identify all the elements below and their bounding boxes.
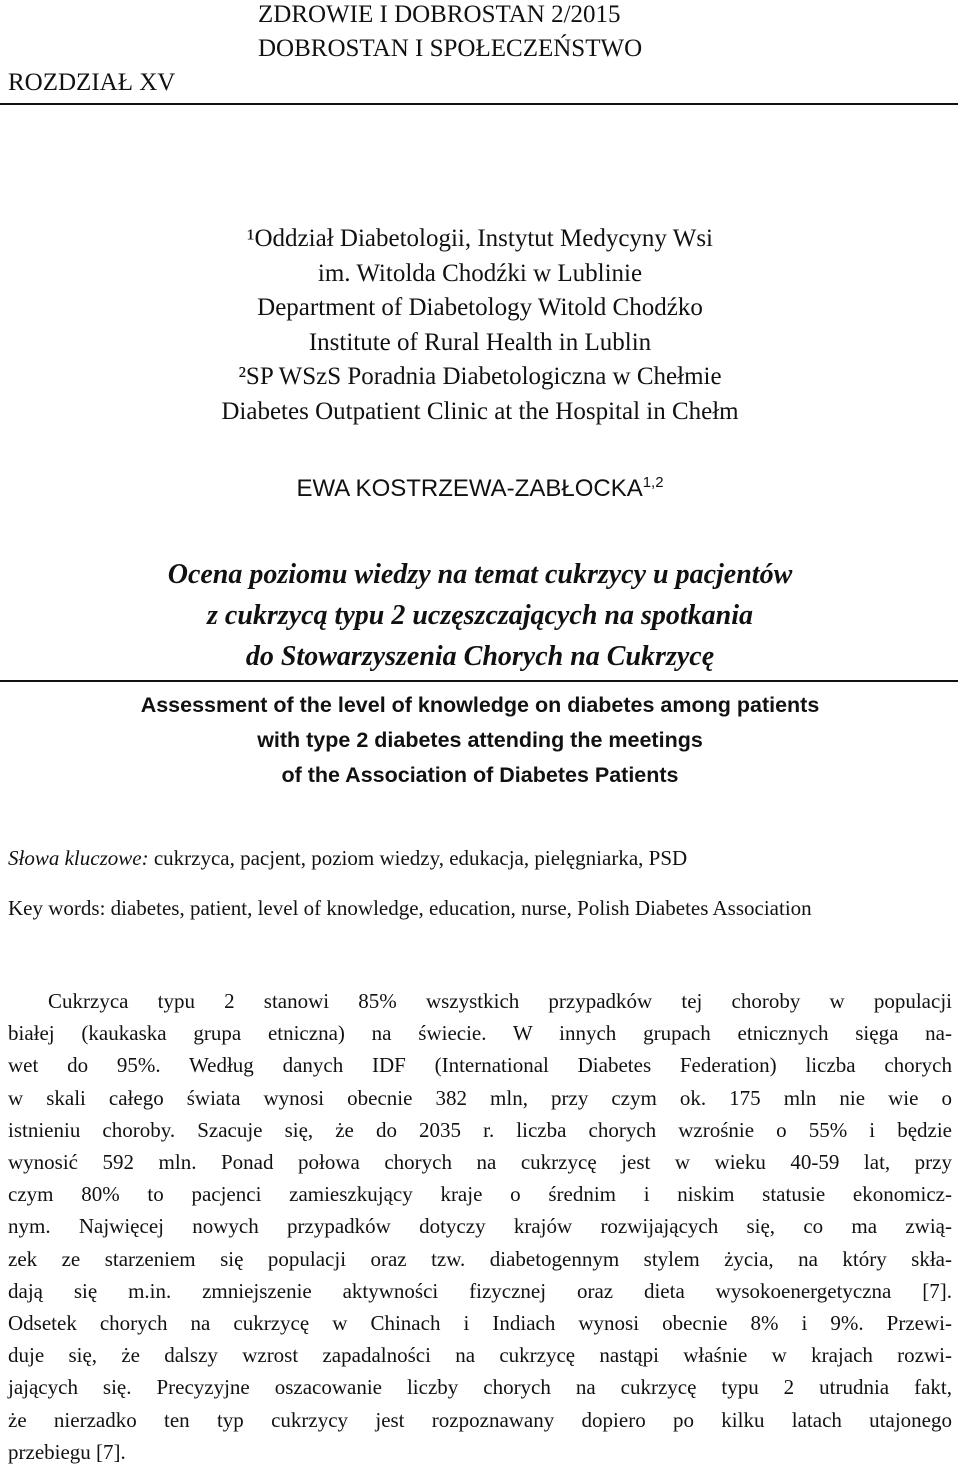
body-line: czym 80% to pacjenci zamieszkujący kraje o średnim i niskim statusie ekonomicz- (8, 1182, 952, 1207)
journal-title: ZDROWIE I DOBROSTAN 2/2015 (258, 1, 621, 28)
chapter-label: ROZDZIAŁ XV (8, 69, 176, 96)
author-name (0, 468, 960, 504)
title-pl-line: z cukrzycą typu 2 uczęszczających na spotkania (207, 600, 753, 631)
journal-subtitle: DOBROSTAN I SPOŁECZEŃSTWO (258, 35, 643, 62)
body-line: wynosić 592 mln. Ponad połowa chorych na cukrzycę jest w wieku 40-59 lat, przy (8, 1150, 952, 1175)
body-line: Cukrzyca typu 2 stanowi 85% wszystkich przypadków tej choroby w populacji (48, 989, 952, 1013)
article-title-english (0, 688, 960, 793)
body-line: białej (kaukaska grupa etniczna) na świecie. W innych grupach etnicznych sięga na- (8, 1021, 952, 1046)
affiliation-line: Institute of Rural Health in Lublin (308, 328, 652, 356)
body-line: wet do 95%. Według danych IDF (International Diabetes Federation) liczba chorych (8, 1053, 952, 1078)
title-divider (0, 680, 958, 682)
body-line: w skali całego świata wynosi obecnie 382 mln, przy czym ok. 175 mln nie wie o (8, 1085, 952, 1110)
body-line: duje się, że dalszy wzrost zapadalności na cukrzycę nastąpi właśnie w krajach rozwi- (8, 1343, 952, 1368)
body-line: nym. Najwięcej nowych przypadków dotyczy krajów rozwijających się, co ma zwią- (8, 1214, 952, 1239)
affiliation-line: Department of Diabetology Witold Chodźko (257, 294, 703, 322)
title-en-line: Assessment of the level of knowledge on diabetes among patients (140, 693, 820, 717)
body-line: przebiegu [7]. (8, 1439, 126, 1464)
title-en-line: of the Association of Diabetes Patients (281, 763, 679, 787)
title-en-line: with type 2 diabetes attending the meetings (257, 728, 703, 752)
title-pl-line: do Stowarzyszenia Chorych na Cukrzycę (245, 641, 715, 672)
article-title-polish (0, 554, 960, 677)
affiliation-line: ¹Oddział Diabetologii, Instytut Medycyny Wsi (247, 225, 713, 252)
body-paragraph (8, 985, 952, 1468)
keywords-english: Key words: diabetes, patient, level of knowledge, education, nurse, Polish Diabetes Association (8, 896, 812, 920)
body-line: dają się m.in. zmniejszenie aktywności fizycznej oraz dieta wysokoenergetyczna [7]. (8, 1278, 952, 1303)
body-line: zek ze starzeniem się populacji oraz tzw. diabetogennym stylem życia, na który skła- (8, 1246, 952, 1271)
author-affiliation-marks: 1,2 (642, 474, 664, 491)
affiliation-line: Diabetes Outpatient Clinic at the Hospital in Chełm (221, 397, 739, 425)
keywords-polish-label: Słowa kluczowe: (8, 846, 149, 870)
author-name-text: EWA KOSTRZEWA-ZABŁOCKA (296, 475, 643, 502)
header-divider (0, 103, 958, 105)
body-line: istnieniu choroby. Szacuje się, że do 2035 r. liczba chorych wzrośnie o 55% i będzie (8, 1117, 952, 1142)
keywords-polish-text: cukrzyca, pacjent, poziom wiedzy, edukacja, pielęgniarka, PSD (148, 846, 688, 870)
keywords-polish (8, 842, 952, 874)
title-pl-line: Ocena poziomu wiedzy na temat cukrzycy u pacjentów (167, 559, 793, 590)
body-line: Odsetek chorych na cukrzycę w Chinach i Indiach wynosi obecnie 8% i 9%. Przewi- (8, 1311, 952, 1336)
affiliations-block (0, 222, 960, 430)
affiliation-line: im. Witolda Chodźki w Lublinie (317, 259, 643, 287)
body-line: jających się. Precyzyjne oszacowanie liczby chorych na cukrzycę typu 2 utrudnia fakt, (8, 1375, 952, 1400)
body-line: że nierzadko ten typ cukrzycy jest rozpoznawany dopiero po kilku latach utajonego (8, 1407, 952, 1432)
affiliation-line: ²SP WSzS Poradnia Diabetologiczna w Chełmie (238, 363, 722, 391)
